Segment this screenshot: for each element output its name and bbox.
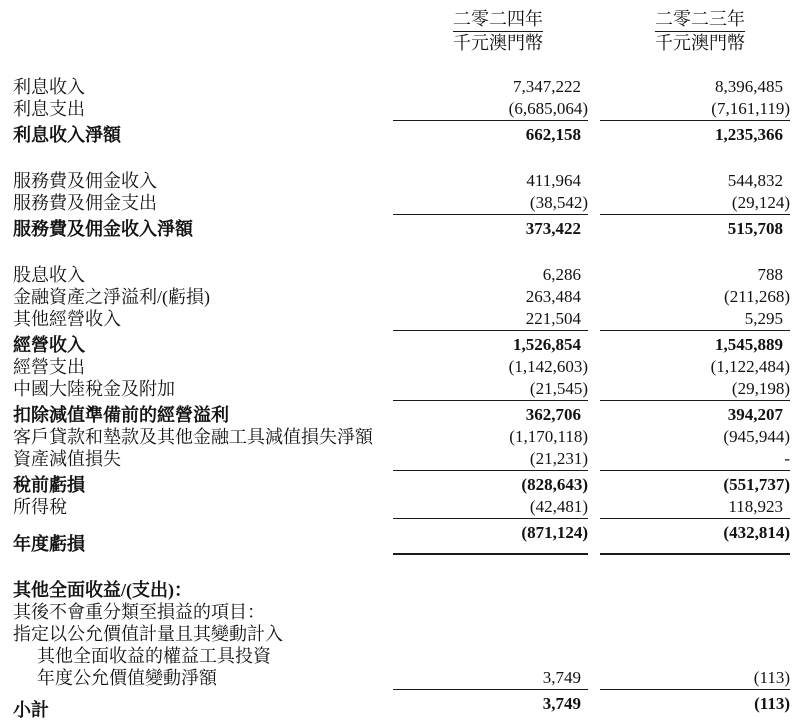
row-label: 其他經營收入 xyxy=(13,309,121,329)
row-label: 稅前虧損 xyxy=(13,475,85,495)
statement-row xyxy=(0,623,796,645)
value-2023: (113) xyxy=(600,689,790,720)
statement-row xyxy=(0,286,796,308)
row-label: 中國大陸稅金及附加 xyxy=(13,379,175,399)
row-label: 其後不會重分類至損益的項目： xyxy=(13,602,265,622)
statement-row xyxy=(0,496,796,518)
statement-row xyxy=(0,76,796,98)
value-2023: (113) xyxy=(753,668,790,687)
row-label: 小計 xyxy=(13,700,49,720)
row-label: 利息支出 xyxy=(13,99,85,119)
statement-row xyxy=(0,192,796,214)
row-label: 年度公允價值變動淨額 xyxy=(37,668,217,688)
value-2024: 362,706 xyxy=(393,400,588,426)
value-2023: (945,944) xyxy=(723,427,790,446)
row-label: 其他全面收益/(支出)： xyxy=(13,580,192,600)
value-2024: 3,749 xyxy=(542,668,581,687)
value-2023: (29,124) xyxy=(731,193,790,212)
value-2024: 3,749 xyxy=(393,689,588,720)
row-label: 客戶貸款和墊款及其他金融工具減值損失淨額 xyxy=(13,427,373,447)
value-2023: (1,122,484) xyxy=(710,357,790,376)
header-label-spacer xyxy=(0,8,393,54)
statement-row xyxy=(0,601,796,623)
value-2023: (432,814) xyxy=(600,518,790,555)
value-2024: (21,231) xyxy=(529,449,588,468)
statement-row xyxy=(0,308,796,330)
value-2023: 515,708 xyxy=(600,214,790,240)
value-2023: 8,396,485 xyxy=(715,77,783,96)
value-2024: 7,347,222 xyxy=(513,77,581,96)
value-2023: 394,207 xyxy=(600,400,790,426)
value-2024: 6,286 xyxy=(542,265,581,284)
value-2023: (211,268) xyxy=(724,287,790,306)
value-2024: (871,124) xyxy=(393,518,588,555)
value-2023: 118,923 xyxy=(728,497,783,516)
row-label: 年度虧損 xyxy=(13,534,85,554)
row-label: 經營支出 xyxy=(13,357,85,377)
statement-row xyxy=(0,689,796,720)
row-label: 服務費及佣金收入淨額 xyxy=(13,219,193,239)
value-2023: 1,235,366 xyxy=(600,120,790,146)
statement-row xyxy=(0,356,796,378)
row-label: 股息收入 xyxy=(13,265,85,285)
value-2024: (21,545) xyxy=(529,379,588,398)
value-2023: 1,545,889 xyxy=(600,330,790,356)
value-2024: (42,481) xyxy=(529,497,588,516)
value-2024: 263,484 xyxy=(525,287,581,306)
unit-2024-label: 千元澳門幣 xyxy=(453,33,543,53)
value-2023: 788 xyxy=(757,265,783,284)
statement-row xyxy=(0,448,796,470)
value-2024: 221,504 xyxy=(525,309,581,328)
year-2023-label: 二零二三年 xyxy=(655,8,745,32)
value-2023: 5,295 xyxy=(744,309,783,328)
row-label: 金融資產之淨溢利/(虧損) xyxy=(13,287,210,307)
row-label: 所得稅 xyxy=(13,497,67,517)
row-label: 經營收入 xyxy=(13,335,85,355)
value-2023: (7,161,119) xyxy=(711,99,790,118)
section-spacer xyxy=(0,555,796,579)
section-spacer xyxy=(0,146,796,170)
column-header-2023 xyxy=(600,8,790,54)
statement-row xyxy=(0,518,796,555)
value-2024: (6,685,064) xyxy=(508,99,588,118)
section-spacer xyxy=(0,240,796,264)
year-2024-label: 二零二四年 xyxy=(453,8,543,32)
statement-row xyxy=(0,120,796,146)
statement-row xyxy=(0,426,796,448)
value-2024: (1,142,603) xyxy=(508,357,588,376)
column-gap xyxy=(588,8,600,54)
column-header-2024 xyxy=(393,8,588,54)
statement-row xyxy=(0,645,796,667)
row-label: 利息收入 xyxy=(13,77,85,97)
statement-row xyxy=(0,170,796,192)
statement-row xyxy=(0,667,796,689)
value-2024: 411,964 xyxy=(526,171,581,190)
row-label: 資產減值損失 xyxy=(13,449,121,469)
statement-row xyxy=(0,400,796,426)
value-2023: (551,737) xyxy=(600,470,790,496)
statement-row xyxy=(0,579,796,601)
unit-2023-label: 千元澳門幣 xyxy=(655,33,745,53)
row-label: 指定以公允價值計量且其變動計入 xyxy=(13,624,283,644)
row-label: 服務費及佣金支出 xyxy=(13,193,157,213)
value-2024: (828,643) xyxy=(393,470,588,496)
row-label: 服務費及佣金收入 xyxy=(13,171,157,191)
value-2024: 662,158 xyxy=(393,120,588,146)
row-label: 扣除減值準備前的經營溢利 xyxy=(13,405,229,425)
column-headers xyxy=(0,8,796,54)
value-2024: (38,542) xyxy=(529,193,588,212)
value-2024: 373,422 xyxy=(393,214,588,240)
value-2024: 1,526,854 xyxy=(393,330,588,356)
value-2023: (29,198) xyxy=(731,379,790,398)
statement-row xyxy=(0,470,796,496)
value-2023: - xyxy=(784,449,790,468)
row-label: 其他全面收益的權益工具投資 xyxy=(37,646,271,666)
statement-row xyxy=(0,378,796,400)
statement-row xyxy=(0,264,796,286)
row-label: 利息收入淨額 xyxy=(13,125,121,145)
statement-row xyxy=(0,214,796,240)
statement-row xyxy=(0,98,796,120)
statement-row xyxy=(0,330,796,356)
value-2024: (1,170,118) xyxy=(509,427,588,446)
statement-rows xyxy=(0,76,796,720)
value-2023: 544,832 xyxy=(727,171,783,190)
